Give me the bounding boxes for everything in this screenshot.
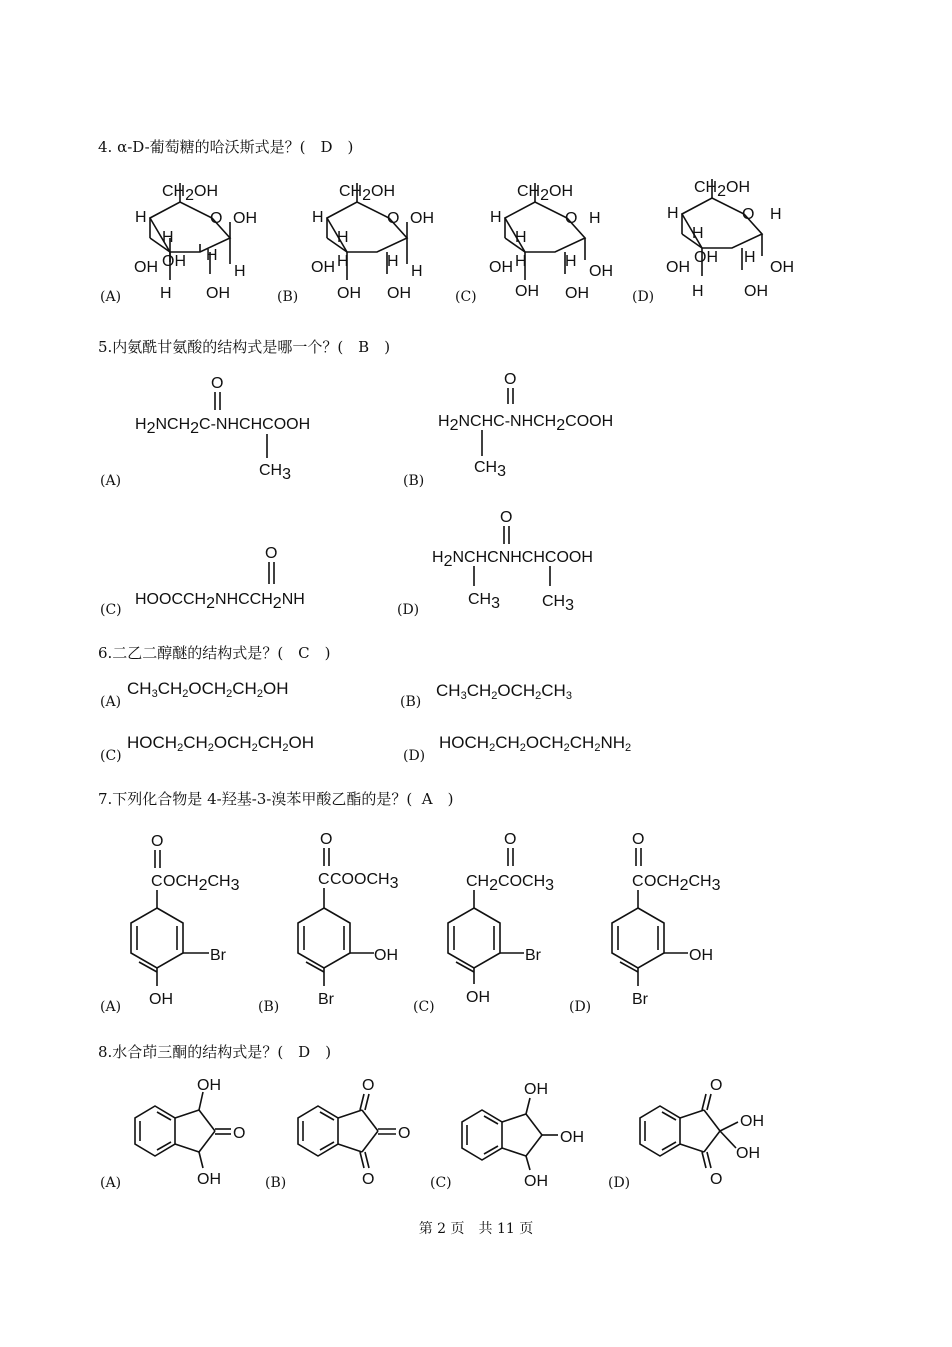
- svg-text:C: C: [151, 873, 163, 890]
- svg-text:H: H: [692, 225, 704, 242]
- svg-text:OH: OH: [666, 259, 690, 276]
- svg-text:H: H: [744, 249, 756, 266]
- svg-text:OH: OH: [337, 285, 361, 302]
- indane-structure-c: [452, 1076, 592, 1196]
- q6-formula-d: $HOCH_2CH_2OCH_2CH_2NH_2$: [439, 733, 632, 754]
- svg-text:O: O: [320, 831, 333, 848]
- svg-text:CH3: CH3: [468, 591, 501, 612]
- svg-text:Br: Br: [525, 947, 541, 964]
- q5-option-a: (A): [100, 473, 122, 489]
- question-4-text: 4. α-D-葡萄糖的哈沃斯式是？( D ): [98, 138, 354, 156]
- question-5-text: 5.内氨酰甘氨酸的结构式是哪一个？( B ): [98, 338, 391, 356]
- svg-text:Br: Br: [210, 947, 226, 964]
- svg-text:OH: OH: [206, 285, 230, 302]
- svg-text:H: H: [515, 229, 527, 246]
- q4-option-c: (C): [455, 289, 477, 305]
- q7-option-b: (B): [258, 999, 280, 1015]
- haworth-structure-b: [307, 180, 447, 305]
- svg-text:OH: OH: [466, 989, 490, 1006]
- dipeptide-structure-b: [438, 368, 678, 483]
- svg-text:H: H: [490, 209, 502, 226]
- svg-text:H: H: [589, 210, 601, 227]
- svg-text:O: O: [362, 1171, 375, 1188]
- svg-text:OH: OH: [134, 259, 158, 276]
- svg-text:CH2COCH3: CH2COCH3: [466, 873, 555, 894]
- svg-text:CH2OH: CH2OH: [694, 179, 751, 200]
- svg-text:O: O: [504, 371, 517, 388]
- q6-option-d: (D): [403, 748, 426, 764]
- svg-text:C: C: [632, 873, 644, 890]
- dipeptide-structure-c: [135, 540, 375, 620]
- svg-text:H: H: [337, 253, 349, 270]
- indane-structure-a: [125, 1072, 265, 1192]
- svg-text:O: O: [710, 1077, 723, 1094]
- svg-text:OH: OH: [387, 285, 411, 302]
- dipeptide-structure-d: [432, 504, 672, 614]
- svg-text:O: O: [565, 210, 578, 227]
- benzoate-structure-b: [290, 826, 430, 1011]
- question-7-text: 7.下列化合物是 4-羟基-3-溴苯甲酸乙酯的是？( A ): [98, 790, 454, 808]
- page-footer: 第 2 页 共 11 页: [418, 1221, 534, 1237]
- haworth-structure-d: [662, 176, 812, 301]
- dipeptide-structure-a: [135, 370, 375, 485]
- benzoate-structure-d: [604, 826, 744, 1011]
- svg-text:CH3: CH3: [542, 593, 575, 614]
- q5-option-b: (B): [403, 473, 425, 489]
- svg-text:O: O: [504, 831, 517, 848]
- svg-text:OCH2CH3: OCH2CH3: [163, 873, 240, 894]
- svg-text:OH: OH: [689, 947, 713, 964]
- q8-option-b: (B): [265, 1175, 287, 1191]
- svg-text:CH3: CH3: [259, 462, 292, 483]
- svg-text:H: H: [692, 283, 704, 300]
- svg-text:OH: OH: [694, 249, 718, 266]
- svg-text:H: H: [387, 253, 399, 270]
- q6-option-c: (C): [100, 748, 122, 764]
- q8-option-a: (A): [100, 1175, 122, 1191]
- svg-text:H: H: [312, 209, 324, 226]
- svg-text:OH: OH: [524, 1173, 548, 1190]
- svg-text:COOCH3: COOCH3: [330, 871, 399, 892]
- svg-text:O: O: [742, 206, 755, 223]
- benzoate-structure-c: [440, 826, 590, 1011]
- svg-text:H2NCHC-NHCH2COOH: H2NCHC-NHCH2COOH: [438, 413, 614, 434]
- svg-text:H: H: [565, 253, 577, 270]
- svg-text:OH: OH: [233, 210, 257, 227]
- svg-text:H: H: [770, 206, 782, 223]
- svg-text:H: H: [160, 285, 172, 302]
- svg-text:H: H: [337, 229, 349, 246]
- q8-option-c: (C): [430, 1175, 452, 1191]
- svg-text:O: O: [210, 210, 223, 227]
- indane-structure-b: [288, 1072, 428, 1192]
- svg-text:H: H: [206, 247, 218, 264]
- svg-text:OH: OH: [524, 1081, 548, 1098]
- svg-text:O: O: [233, 1125, 246, 1142]
- svg-text:O: O: [398, 1125, 411, 1142]
- question-6-text: 6.二乙二醇醚的结构式是？( C ): [98, 644, 331, 662]
- svg-text:O: O: [211, 375, 224, 392]
- svg-text:HOOCCH2NHCCH2NH: HOOCCH2NHCCH2NH: [135, 591, 305, 612]
- svg-text:H: H: [667, 205, 679, 222]
- svg-text:CH2OH: CH2OH: [339, 183, 396, 204]
- benzoate-structure-a: [125, 828, 265, 1013]
- svg-text:H2NCHCNHCHCOOH: H2NCHCNHCHCOOH: [432, 549, 593, 570]
- svg-text:CH3: CH3: [474, 459, 507, 480]
- svg-text:OH: OH: [489, 259, 513, 276]
- q8-option-d: (D): [608, 1175, 631, 1191]
- svg-text:O: O: [151, 833, 164, 850]
- svg-text:OH: OH: [197, 1171, 221, 1188]
- svg-text:OH: OH: [740, 1113, 764, 1130]
- q4-option-b: (B): [277, 289, 299, 305]
- q4-option-a: (A): [100, 289, 122, 305]
- q7-option-a: (A): [100, 999, 122, 1015]
- svg-text:OH: OH: [744, 283, 768, 300]
- q7-option-c: (C): [413, 999, 435, 1015]
- q6-formula-a: $CH_3CH_2OCH_2CH_2OH$: [127, 679, 289, 700]
- svg-text:OH: OH: [515, 283, 539, 300]
- q4-option-d: (D): [632, 289, 655, 305]
- q6-option-a: (A): [100, 694, 122, 710]
- q6-formula-b: $CH_3CH_2OCH_2CH_3$: [436, 681, 572, 702]
- svg-text:OH: OH: [770, 259, 794, 276]
- svg-text:OCH2CH3: OCH2CH3: [644, 873, 721, 894]
- svg-text:OH: OH: [410, 210, 434, 227]
- q7-option-d: (D): [569, 999, 592, 1015]
- svg-text:H: H: [515, 253, 527, 270]
- question-8-text: 8.水合茚三酮的结构式是？( D ): [98, 1043, 332, 1061]
- svg-text:Br: Br: [318, 991, 334, 1008]
- svg-text:H: H: [234, 263, 246, 280]
- q6-formula-c: $HOCH_2CH_2OCH_2CH_2OH$: [127, 733, 314, 754]
- svg-text:O: O: [632, 831, 645, 848]
- svg-text:OH: OH: [197, 1077, 221, 1094]
- svg-text:C: C: [318, 871, 330, 888]
- svg-text:OH: OH: [374, 947, 398, 964]
- svg-text:OH: OH: [162, 253, 186, 270]
- svg-text:OH: OH: [560, 1129, 584, 1146]
- svg-text:O: O: [710, 1171, 723, 1188]
- svg-text:OH: OH: [565, 285, 589, 302]
- svg-text:CH2OH: CH2OH: [517, 183, 574, 204]
- svg-text:CH2OH: CH2OH: [162, 183, 219, 204]
- svg-text:H2NCH2C-NHCHCOOH: H2NCH2C-NHCHCOOH: [135, 416, 311, 437]
- haworth-structure-c: [485, 180, 625, 305]
- svg-text:O: O: [387, 210, 400, 227]
- svg-text:O: O: [362, 1077, 375, 1094]
- svg-text:OH: OH: [589, 263, 613, 280]
- q5-option-c: (C): [100, 602, 122, 618]
- indane-structure-d: [630, 1070, 790, 1195]
- svg-text:H: H: [135, 209, 147, 226]
- svg-text:O: O: [265, 545, 278, 562]
- svg-text:Br: Br: [632, 991, 648, 1008]
- svg-text:OH: OH: [149, 991, 173, 1008]
- q6-option-b: (B): [400, 694, 422, 710]
- svg-text:H: H: [162, 229, 174, 246]
- q5-option-d: (D): [397, 602, 420, 618]
- svg-text:O: O: [500, 509, 513, 526]
- haworth-structure-a: [130, 180, 270, 305]
- svg-text:OH: OH: [736, 1145, 760, 1162]
- svg-text:OH: OH: [311, 259, 335, 276]
- svg-text:H: H: [411, 263, 423, 280]
